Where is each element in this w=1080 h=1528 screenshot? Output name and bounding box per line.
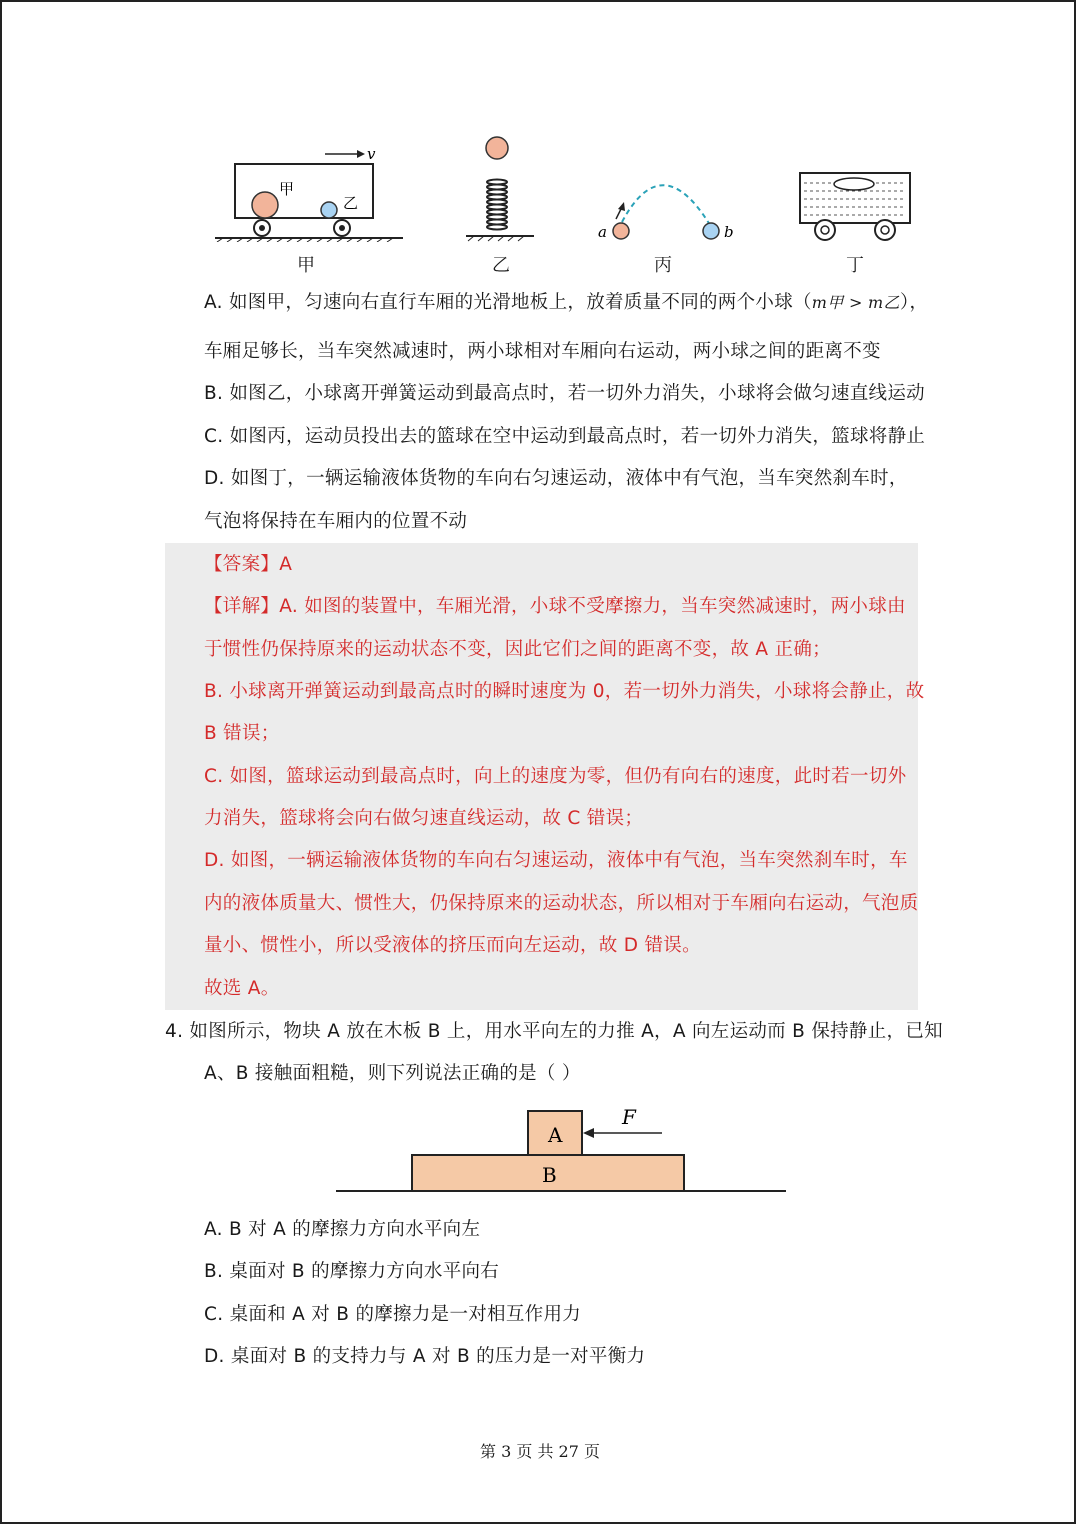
q4-option-b: B. 桌面对 B 的摩擦力方向水平向右 — [204, 1261, 500, 1282]
figure-label-bing: 丙 — [654, 255, 672, 276]
figure-label-yi: 乙 — [492, 255, 510, 276]
figure-cart — [207, 142, 407, 242]
ball-b-label: b — [724, 223, 734, 241]
explanation-line-3: B. 小球离开弹簧运动到最高点时的瞬时速度为 0，若一切外力消失，小球将会静止，故 — [204, 681, 925, 702]
q4-stem-line2: A、B 接触面粗糙，则下列说法正确的是（ ） — [204, 1063, 581, 1084]
explanation-line-9: 量小、惯性小，所以受液体的挤压而向左运动，故 D 错误。 — [204, 935, 701, 956]
figure-blocks — [332, 1102, 792, 1197]
q3-option-d-line2: 气泡将保持在车厢内的位置不动 — [204, 511, 468, 532]
answer-line: 【答案】A — [204, 554, 293, 575]
cart-ball-label-yi: 乙 — [343, 194, 359, 212]
explanation-line-5: C. 如图，篮球运动到最高点时，向上的速度为零，但仍有向右的速度，此时若一切外 — [204, 766, 907, 787]
q3-option-c: C. 如图丙，运动员投出去的篮球在空中运动到最高点时，若一切外力消失，篮球将静止 — [204, 426, 926, 447]
ball-a-label: a — [598, 223, 607, 241]
q3-option-a-suffix: ）， — [899, 292, 929, 313]
velocity-label: v — [367, 145, 376, 163]
ball-jia — [252, 192, 278, 218]
q4-option-c: C. 桌面和 A 对 B 的摩擦力是一对相互作用力 — [204, 1304, 582, 1325]
figure-spring — [462, 132, 542, 242]
q4-option-a: A. B 对 A 的摩擦力方向水平向左 — [204, 1219, 481, 1240]
force-label: F — [622, 1105, 636, 1129]
explanation-line-1: 【详解】A. 如图的装置中，车厢光滑，小球不受摩擦力，当车突然减速时，两小球由 — [204, 596, 906, 617]
q3-option-d-line1: D. 如图丁，一辆运输液体货物的车向右匀速运动，液体中有气泡，当车突然刹车时， — [204, 468, 908, 489]
explanation-line-6: 力消失，篮球将会向右做匀速直线运动，故 C 错误； — [204, 808, 644, 829]
page-number: 第 3 页 共 27 页 — [480, 1442, 600, 1461]
figure-projectile — [592, 167, 742, 247]
q3-option-b: B. 如图乙，小球离开弹簧运动到最高点时，若一切外力消失，小球将会做匀速直线运动 — [204, 383, 925, 404]
q3-option-a-prefix: A. 如图甲，匀速向右直行车厢的光滑地板上，放着质量不同的两个小球（ — [204, 292, 812, 313]
ball-yi — [321, 202, 337, 218]
block-b-label: B — [542, 1163, 557, 1187]
q4-stem-line1: 4. 如图所示，物块 A 放在木板 B 上，用水平向左的力推 A，A 向左运动而 B 保持静止，已知 — [165, 1021, 943, 1042]
explanation-line-4: B 错误； — [204, 723, 280, 744]
explanation-line-7: D. 如图，一辆运输液体货物的车向右匀速运动，液体中有气泡，当车突然刹车时，车 — [204, 850, 908, 871]
q3-option-a-line2: 车厢足够长，当车突然减速时，两小球相对车厢向右运动，两小球之间的距离不变 — [204, 341, 881, 362]
figure-label-jia: 甲 — [297, 255, 315, 276]
q4-option-d: D. 桌面对 B 的支持力与 A 对 B 的压力是一对平衡力 — [204, 1346, 646, 1367]
explanation-line-10: 故选 A。 — [204, 978, 280, 999]
figure-tank — [794, 167, 918, 247]
mass-relation: m甲 > m乙 — [811, 293, 900, 312]
cart-ball-label-jia: 甲 — [279, 180, 295, 198]
explanation-line-8: 内的液体质量大、惯性大，仍保持原来的运动状态，所以相对于车厢向右运动，气泡质 — [204, 893, 919, 914]
figure-label-ding: 丁 — [846, 255, 864, 276]
q3-option-a-line1 — [204, 290, 928, 316]
explanation-line-2: 于惯性仍保持原来的运动状态不变，因此它们之间的距离不变，故 A 正确； — [204, 639, 831, 660]
block-a-label: A — [548, 1123, 563, 1147]
